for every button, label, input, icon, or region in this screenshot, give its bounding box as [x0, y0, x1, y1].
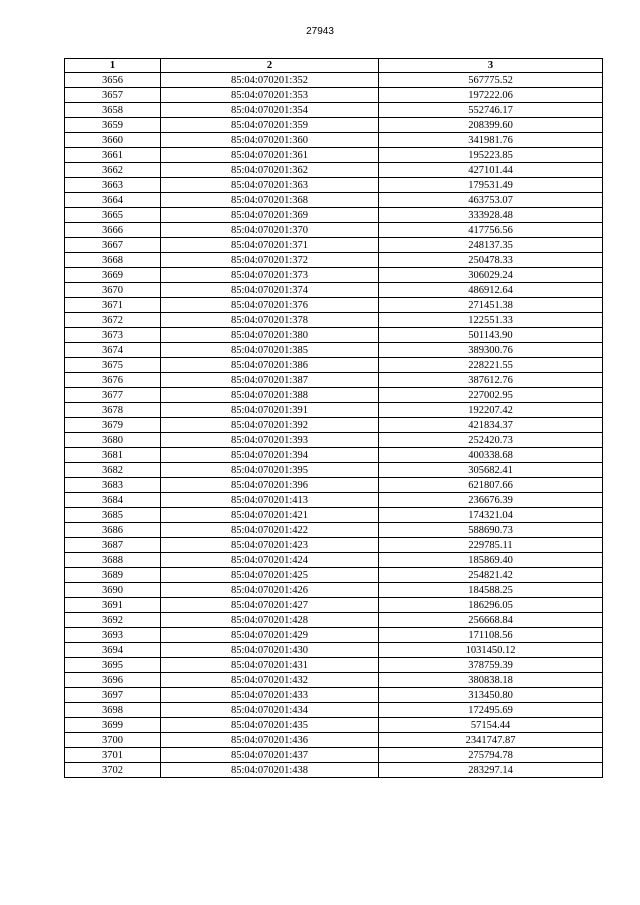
- table-row: [65, 673, 603, 688]
- row-number-cell: 3686: [65, 523, 161, 538]
- cadastral-number-cell: 85:04:070201:385: [161, 343, 379, 358]
- cadastral-number-cell: 85:04:070201:363: [161, 178, 379, 193]
- row-number-cell: 3678: [65, 403, 161, 418]
- table-row: [65, 343, 603, 358]
- table-row: [65, 238, 603, 253]
- table-row: [65, 253, 603, 268]
- cadastral-number-cell: 85:04:070201:437: [161, 748, 379, 763]
- value-cell: 57154.44: [379, 718, 603, 733]
- row-number-cell: 3688: [65, 553, 161, 568]
- table-row: [65, 388, 603, 403]
- row-number-cell: 3656: [65, 73, 161, 88]
- value-cell: 236676.39: [379, 493, 603, 508]
- table-row: [65, 178, 603, 193]
- row-number-cell: 3676: [65, 373, 161, 388]
- row-number-cell: 3695: [65, 658, 161, 673]
- table-row: [65, 73, 603, 88]
- table-row: [65, 628, 603, 643]
- row-number-cell: 3674: [65, 343, 161, 358]
- table-row: [65, 448, 603, 463]
- cadastral-number-cell: 85:04:070201:431: [161, 658, 379, 673]
- cadastral-number-cell: 85:04:070201:391: [161, 403, 379, 418]
- cadastral-number-cell: 85:04:070201:432: [161, 673, 379, 688]
- cadastral-number-cell: 85:04:070201:370: [161, 223, 379, 238]
- value-cell: 254821.42: [379, 568, 603, 583]
- row-number-cell: 3692: [65, 613, 161, 628]
- cadastral-number-cell: 85:04:070201:354: [161, 103, 379, 118]
- cadastral-number-cell: 85:04:070201:387: [161, 373, 379, 388]
- table-row: [65, 463, 603, 478]
- cadastral-number-cell: 85:04:070201:373: [161, 268, 379, 283]
- value-cell: 486912.64: [379, 283, 603, 298]
- cadastral-number-cell: 85:04:070201:360: [161, 133, 379, 148]
- cadastral-number-cell: 85:04:070201:423: [161, 538, 379, 553]
- table-row: [65, 118, 603, 133]
- row-number-cell: 3698: [65, 703, 161, 718]
- row-number-cell: 3670: [65, 283, 161, 298]
- table-row: [65, 613, 603, 628]
- row-number-cell: 3663: [65, 178, 161, 193]
- cadastral-number-cell: 85:04:070201:429: [161, 628, 379, 643]
- value-cell: 417756.56: [379, 223, 603, 238]
- table-row: [65, 493, 603, 508]
- value-cell: 306029.24: [379, 268, 603, 283]
- row-number-cell: 3681: [65, 448, 161, 463]
- row-number-cell: 3668: [65, 253, 161, 268]
- value-cell: 588690.73: [379, 523, 603, 538]
- row-number-cell: 3689: [65, 568, 161, 583]
- table-row: [65, 643, 603, 658]
- table-row: [65, 568, 603, 583]
- value-cell: 567775.52: [379, 73, 603, 88]
- cadastral-number-cell: 85:04:070201:396: [161, 478, 379, 493]
- row-number-cell: 3693: [65, 628, 161, 643]
- cadastral-number-cell: 85:04:070201:362: [161, 163, 379, 178]
- cadastral-number-cell: 85:04:070201:424: [161, 553, 379, 568]
- row-number-cell: 3658: [65, 103, 161, 118]
- value-cell: 185869.40: [379, 553, 603, 568]
- row-number-cell: 3701: [65, 748, 161, 763]
- row-number-cell: 3659: [65, 118, 161, 133]
- cadastral-number-cell: 85:04:070201:430: [161, 643, 379, 658]
- value-cell: 179531.49: [379, 178, 603, 193]
- value-cell: 208399.60: [379, 118, 603, 133]
- cadastral-number-cell: 85:04:070201:353: [161, 88, 379, 103]
- row-number-cell: 3669: [65, 268, 161, 283]
- row-number-cell: 3684: [65, 493, 161, 508]
- value-cell: 122551.33: [379, 313, 603, 328]
- table-row: [65, 148, 603, 163]
- value-cell: 341981.76: [379, 133, 603, 148]
- table-row: [65, 538, 603, 553]
- table-body: [65, 73, 603, 778]
- value-cell: 283297.14: [379, 763, 603, 778]
- value-cell: 427101.44: [379, 163, 603, 178]
- value-cell: 378759.39: [379, 658, 603, 673]
- table-row: [65, 688, 603, 703]
- table-row: [65, 433, 603, 448]
- table-row: [65, 763, 603, 778]
- row-number-cell: 3662: [65, 163, 161, 178]
- row-number-cell: 3687: [65, 538, 161, 553]
- row-number-cell: 3664: [65, 193, 161, 208]
- value-cell: 228221.55: [379, 358, 603, 373]
- value-cell: 227002.95: [379, 388, 603, 403]
- row-number-cell: 3661: [65, 148, 161, 163]
- value-cell: 192207.42: [379, 403, 603, 418]
- cadastral-number-cell: 85:04:070201:359: [161, 118, 379, 133]
- cadastral-number-cell: 85:04:070201:435: [161, 718, 379, 733]
- value-cell: 171108.56: [379, 628, 603, 643]
- table-row: [65, 718, 603, 733]
- cadastral-number-cell: 85:04:070201:425: [161, 568, 379, 583]
- row-number-cell: 3690: [65, 583, 161, 598]
- cadastral-number-cell: 85:04:070201:434: [161, 703, 379, 718]
- cadastral-number-cell: 85:04:070201:428: [161, 613, 379, 628]
- header-row: [65, 59, 603, 73]
- row-number-cell: 3665: [65, 208, 161, 223]
- cadastral-number-cell: 85:04:070201:438: [161, 763, 379, 778]
- row-number-cell: 3700: [65, 733, 161, 748]
- cadastral-number-cell: 85:04:070201:394: [161, 448, 379, 463]
- row-number-cell: 3675: [65, 358, 161, 373]
- row-number-cell: 3660: [65, 133, 161, 148]
- row-number-cell: 3685: [65, 508, 161, 523]
- value-cell: 186296.05: [379, 598, 603, 613]
- page-number: 27943: [306, 26, 334, 37]
- cadastral-number-cell: 85:04:070201:361: [161, 148, 379, 163]
- value-cell: 501143.90: [379, 328, 603, 343]
- cadastral-number-cell: 85:04:070201:386: [161, 358, 379, 373]
- cadastral-number-cell: 85:04:070201:374: [161, 283, 379, 298]
- value-cell: 248137.35: [379, 238, 603, 253]
- row-number-cell: 3683: [65, 478, 161, 493]
- value-cell: 552746.17: [379, 103, 603, 118]
- cadastral-number-cell: 85:04:070201:388: [161, 388, 379, 403]
- row-number-cell: 3677: [65, 388, 161, 403]
- value-cell: 305682.41: [379, 463, 603, 478]
- cadastral-number-cell: 85:04:070201:426: [161, 583, 379, 598]
- table-row: [65, 553, 603, 568]
- value-cell: 621807.66: [379, 478, 603, 493]
- table-row: [65, 103, 603, 118]
- value-cell: 271451.38: [379, 298, 603, 313]
- table-row: [65, 523, 603, 538]
- value-cell: 256668.84: [379, 613, 603, 628]
- value-cell: 172495.69: [379, 703, 603, 718]
- table-row: [65, 598, 603, 613]
- value-cell: 400338.68: [379, 448, 603, 463]
- value-cell: 313450.80: [379, 688, 603, 703]
- row-number-cell: 3696: [65, 673, 161, 688]
- table-row: [65, 358, 603, 373]
- table-row: [65, 703, 603, 718]
- row-number-cell: 3680: [65, 433, 161, 448]
- value-cell: 421834.37: [379, 418, 603, 433]
- value-cell: 197222.06: [379, 88, 603, 103]
- value-cell: 333928.48: [379, 208, 603, 223]
- value-cell: 463753.07: [379, 193, 603, 208]
- value-cell: 252420.73: [379, 433, 603, 448]
- value-cell: 184588.25: [379, 583, 603, 598]
- row-number-cell: 3667: [65, 238, 161, 253]
- table-row: [65, 193, 603, 208]
- row-number-cell: 3697: [65, 688, 161, 703]
- value-cell: 389300.76: [379, 343, 603, 358]
- cadastral-number-cell: 85:04:070201:392: [161, 418, 379, 433]
- cadastral-number-cell: 85:04:070201:372: [161, 253, 379, 268]
- table-header: [65, 59, 603, 73]
- row-number-cell: 3691: [65, 598, 161, 613]
- row-number-cell: 3682: [65, 463, 161, 478]
- cadastral-number-cell: 85:04:070201:380: [161, 328, 379, 343]
- table-row: [65, 403, 603, 418]
- table-row: [65, 418, 603, 433]
- column-header-1: 1: [65, 59, 161, 73]
- cadastral-number-cell: 85:04:070201:421: [161, 508, 379, 523]
- row-number-cell: 3671: [65, 298, 161, 313]
- table-row: [65, 313, 603, 328]
- cadastral-number-cell: 85:04:070201:433: [161, 688, 379, 703]
- data-table: [64, 58, 603, 778]
- table-row: [65, 478, 603, 493]
- cadastral-number-cell: 85:04:070201:395: [161, 463, 379, 478]
- table-row: [65, 373, 603, 388]
- row-number-cell: 3672: [65, 313, 161, 328]
- table-row: [65, 208, 603, 223]
- value-cell: 195223.85: [379, 148, 603, 163]
- value-cell: 387612.76: [379, 373, 603, 388]
- table-row: [65, 223, 603, 238]
- table-row: [65, 133, 603, 148]
- table-row: [65, 268, 603, 283]
- cadastral-number-cell: 85:04:070201:422: [161, 523, 379, 538]
- row-number-cell: 3657: [65, 88, 161, 103]
- column-header-3: 3: [379, 59, 603, 73]
- value-cell: 174321.04: [379, 508, 603, 523]
- table-row: [65, 163, 603, 178]
- value-cell: 250478.33: [379, 253, 603, 268]
- value-cell: 2341747.87: [379, 733, 603, 748]
- row-number-cell: 3702: [65, 763, 161, 778]
- cadastral-number-cell: 85:04:070201:427: [161, 598, 379, 613]
- table-row: [65, 283, 603, 298]
- value-cell: 229785.11: [379, 538, 603, 553]
- cadastral-number-cell: 85:04:070201:369: [161, 208, 379, 223]
- table-row: [65, 583, 603, 598]
- table-row: [65, 508, 603, 523]
- cadastral-number-cell: 85:04:070201:413: [161, 493, 379, 508]
- value-cell: 380838.18: [379, 673, 603, 688]
- cadastral-number-cell: 85:04:070201:378: [161, 313, 379, 328]
- table-row: [65, 298, 603, 313]
- row-number-cell: 3673: [65, 328, 161, 343]
- table-row: [65, 88, 603, 103]
- table-row: [65, 748, 603, 763]
- row-number-cell: 3699: [65, 718, 161, 733]
- row-number-cell: 3679: [65, 418, 161, 433]
- value-cell: 1031450.12: [379, 643, 603, 658]
- cadastral-number-cell: 85:04:070201:436: [161, 733, 379, 748]
- row-number-cell: 3694: [65, 643, 161, 658]
- cadastral-number-cell: 85:04:070201:368: [161, 193, 379, 208]
- table-row: [65, 658, 603, 673]
- cadastral-number-cell: 85:04:070201:371: [161, 238, 379, 253]
- value-cell: 275794.78: [379, 748, 603, 763]
- column-header-2: 2: [161, 59, 379, 73]
- table-row: [65, 733, 603, 748]
- cadastral-number-cell: 85:04:070201:376: [161, 298, 379, 313]
- cadastral-number-cell: 85:04:070201:352: [161, 73, 379, 88]
- row-number-cell: 3666: [65, 223, 161, 238]
- table-row: [65, 328, 603, 343]
- cadastral-number-cell: 85:04:070201:393: [161, 433, 379, 448]
